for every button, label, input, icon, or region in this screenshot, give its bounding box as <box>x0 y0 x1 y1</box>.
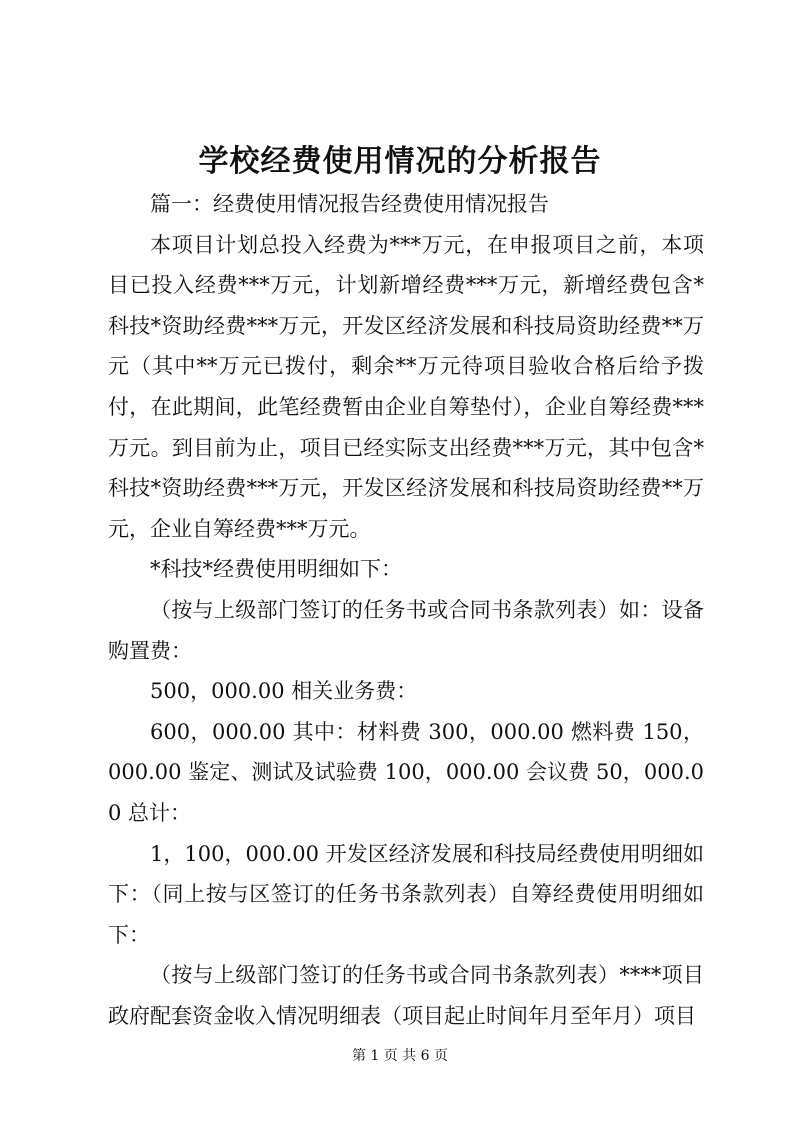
paragraph-expense-breakdown: 600，000.00 其中：材料费 300，000.00 燃料费 150，000.00 鉴定、测试及试验费 100，000.00 会议费 50，000.00 总计： <box>108 719 704 825</box>
paragraph-equipment: （按与上级部门签订的任务书或合同书条款列表）如：设备购置费： <box>108 597 704 663</box>
document-body <box>108 184 704 1036</box>
paragraph-government-funds: （按与上级部门签订的任务书或合同书条款列表）****项目政府配套资金收入情况明细表（项目起止时间年月至年月）项目 <box>108 963 704 1028</box>
paragraph-total-and-district: 1，100，000.00 开发区经济发展和科技局经费使用明细如下：（同上按与区签订的任务书条款列表）自筹经费使用明细如下： <box>108 841 704 947</box>
paragraph-tech-detail-heading: *科技*经费使用明细如下： <box>150 557 402 582</box>
paragraph-subtitle: 篇一：经费使用情况报告经费使用情况报告 <box>150 192 549 216</box>
paragraph-business-fee: 500，000.00 相关业务费： <box>150 679 418 704</box>
document-title: 学校经费使用情况的分析报告 <box>198 144 602 179</box>
page-number-footer: 第 1 页 共 6 页 <box>351 1048 449 1064</box>
paragraph-funding-summary: 本项目计划总投入经费为***万元，在申报项目之前，本项目已投入经费***万元，计划新增经费***万元，新增经费包含*科技*资助经费***万元，开发区经济发展和科技局资助经费**万元（其中**万元已拨付，剩余**万元待项目验收合格后给予拨付，在此期间，此笔经费暂由企业自筹垫付），企业自筹经费***万元。到目前为止，项目已经实际支出经费***万元，其中包含*科技*资助经费***万元，开发区经济发展和科技局资助经费**万元，企业自筹经费***万元。 <box>108 232 704 541</box>
